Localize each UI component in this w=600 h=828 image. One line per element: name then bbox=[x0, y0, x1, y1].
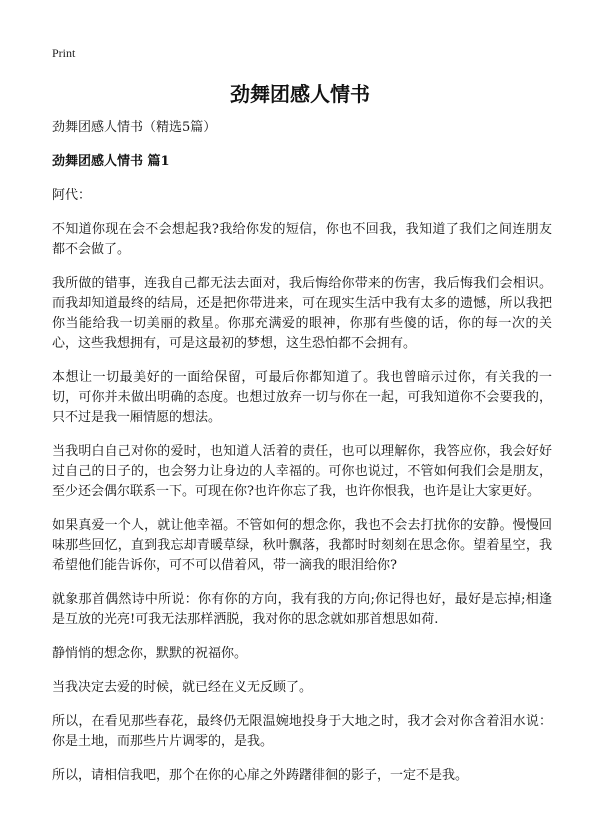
paragraph: 如果真爱一个人，就让他幸福。不管如何的想念你，我也不会去打扰你的安静。慢慢回味那些回忆，直到我忘却青暖草绿，秋叶飘落，我都时时刻刻在思念你。望着星空，我希望他们能告诉你，可不可以借着风，带一滴我的眼泪给你? bbox=[52, 518, 552, 573]
paragraph: 我所做的错事，连我自己都无法去面对，我后悔给你带来的伤害，我后悔我们会相识。而我却知道最终的结局，还是把你带进来，可在现实生活中我有太多的遗憾，所以我把你当能给我一切美丽的救星。你那充满爱的眼神，你那有些傻的话，你的每一次的关心，这些我想拥有，可是这最初的梦想，这生恐怕都不会拥有。 bbox=[52, 276, 552, 351]
paragraph: 所以，在看见那些春花，最终仍无限温婉地投身于大地之时，我才会对你含着泪水说：你是土地，而那些片片调零的，是我。 bbox=[52, 714, 552, 749]
paragraph: 当我明白自己对你的爱时，也知道人活着的责任，也可以理解你，我答应你，我会好好过自己的日子的，也会努力让身边的人幸福的。可你也说过，不管如何我们会是朋友，至少还会偶尔联系一下。可现在你?也许你忘了我，也许你恨我，也许是让大家更好。 bbox=[52, 444, 552, 499]
print-link[interactable]: Print bbox=[52, 46, 76, 60]
paragraph: 当我决定去爱的时候，就已经在义无反顾了。 bbox=[52, 680, 313, 695]
paragraph: 静悄悄的想念你，默默的祝福你。 bbox=[52, 646, 248, 661]
paragraph: 所以，请相信我吧，那个在你的心扉之外踌躇徘徊的影子，一定不是我。 bbox=[52, 768, 469, 783]
document-subtitle: 劲舞团感人情书（精选5篇） bbox=[52, 120, 217, 135]
section-heading: 劲舞团感人情书 篇1 bbox=[52, 154, 170, 169]
document-title: 劲舞团感人情书 bbox=[230, 82, 370, 106]
salutation: 阿代： bbox=[52, 188, 92, 203]
paragraph: 本想让一切最美好的一面给保留，可最后你都知道了。我也曾暗示过你，有关我的一切，可你并未做出明确的态度。也想过放弃一切与你在一起，可我知道你不会要我的，只不过是我一厢情愿的想法。 bbox=[52, 370, 552, 425]
paragraph: 不知道你现在会不会想起我?我给你发的短信，你也不回我，我知道了我们之间连朋友都不会做了。 bbox=[52, 222, 552, 257]
paragraph: 就象那首偶然诗中所说：你有你的方向，我有我的方向;你记得也好，最好是忘掉;相逢是互放的光亮!可我无法那样洒脱，我对你的思念就如那首想思如荷. bbox=[52, 592, 552, 627]
document-body bbox=[52, 118, 552, 800]
